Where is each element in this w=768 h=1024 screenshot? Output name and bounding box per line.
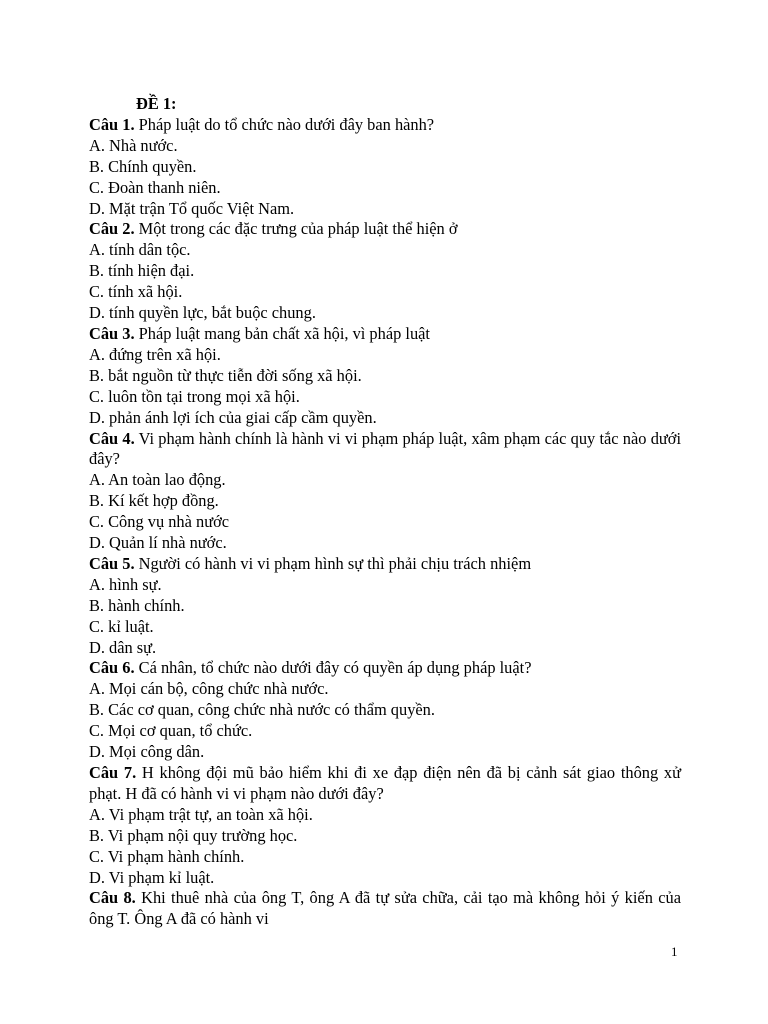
question-list: [89, 115, 681, 930]
answer-option: C. luôn tồn tại trong mọi xã hội.: [89, 386, 300, 406]
answer-option: D. dân sự.: [89, 637, 157, 657]
question-text: Người có hành vi vi phạm hình sự thì phải chịu trách nhiệm: [134, 553, 532, 573]
answer-option: D. Vi phạm kỉ luật.: [89, 867, 215, 887]
question-3: [89, 324, 681, 345]
answer-option: D. Quản lí nhà nước.: [89, 533, 227, 553]
answer-option: B. Chính quyền.: [89, 156, 197, 176]
question-label: Câu 3.: [89, 323, 135, 343]
question-2: [89, 219, 681, 240]
answer-option: B. bắt nguồn từ thực tiễn đời sống xã hội.: [89, 365, 362, 385]
question-text: Pháp luật mang bản chất xã hội, vì pháp luật: [134, 323, 430, 343]
answer-option: A. hình sự.: [89, 574, 162, 594]
answer-option: D. phản ánh lợi ích của giai cấp cầm quyền.: [89, 407, 377, 427]
answer-option: A. An toàn lao động.: [89, 470, 226, 490]
question-text: Khi thuê nhà của ông T, ông A đã tự sửa chữa, cải tạo mà không hỏi ý kiến của ông T. Ông A đã có hành vi: [89, 888, 681, 929]
question-text: H không đội mũ bảo hiểm khi đi xe đạp điện nên đã bị cảnh sát giao thông xử phạt. H đã có hành vi vi phạm nào dưới đây?: [89, 763, 681, 803]
answer-option: A. Nhà nước.: [89, 135, 178, 155]
answer-option: B. Kí kết hợp đồng.: [89, 491, 219, 511]
answer-option: C. tính xã hội.: [89, 282, 183, 302]
answer-option: D. Mặt trận Tổ quốc Việt Nam.: [89, 198, 295, 218]
question-label: Câu 8.: [89, 888, 136, 908]
question-label: Câu 7.: [89, 763, 137, 782]
answer-option: C. Đoàn thanh niên.: [89, 177, 221, 197]
answer-option: C. kỉ luật.: [89, 616, 154, 636]
question-1: [89, 115, 681, 136]
answer-option: B. Các cơ quan, công chức nhà nước có thẩm quyền.: [89, 700, 435, 720]
answer-option: A. Mọi cán bộ, công chức nhà nước.: [89, 679, 329, 699]
answer-option: A. Vi phạm trật tự, an toàn xã hội.: [89, 804, 313, 824]
question-label: Câu 4.: [89, 428, 135, 448]
question-text: Một trong các đặc trưng của pháp luật thể hiện ở: [134, 219, 458, 239]
answer-option: B. Vi phạm nội quy trường học.: [89, 825, 298, 845]
answer-option: A. đứng trên xã hội.: [89, 344, 221, 364]
question-6: [89, 658, 681, 679]
question-text: Vi phạm hành chính là hành vi vi phạm pháp luật, xâm phạm các quy tắc nào dưới đây?: [89, 428, 682, 469]
question-text: Pháp luật do tổ chức nào dưới đây ban hành?: [134, 114, 435, 134]
question-5: [89, 554, 681, 575]
answer-option: B. hành chính.: [89, 595, 185, 615]
answer-option: D. tính quyền lực, bắt buộc chung.: [89, 303, 316, 323]
page-number: 1: [671, 944, 678, 959]
question-7: [89, 763, 681, 805]
document-page: [89, 94, 681, 930]
answer-option: B. tính hiện đại.: [89, 261, 195, 281]
answer-option: A. tính dân tộc.: [89, 240, 191, 260]
exam-title: ĐỀ 1:: [136, 94, 177, 113]
question-text: Cá nhân, tổ chức nào dưới đây có quyền áp dụng pháp luật?: [134, 658, 532, 678]
question-label: Câu 6.: [89, 658, 135, 678]
question-label: Câu 2.: [89, 219, 135, 239]
question-4: [89, 429, 681, 471]
question-8: [89, 888, 681, 930]
answer-option: C. Mọi cơ quan, tổ chức.: [89, 721, 253, 741]
question-label: Câu 5.: [89, 553, 135, 573]
answer-option: C. Công vụ nhà nước: [89, 512, 230, 532]
answer-option: C. Vi phạm hành chính.: [89, 846, 245, 866]
answer-option: D. Mọi công dân.: [89, 742, 205, 762]
question-label: Câu 1.: [89, 114, 135, 134]
